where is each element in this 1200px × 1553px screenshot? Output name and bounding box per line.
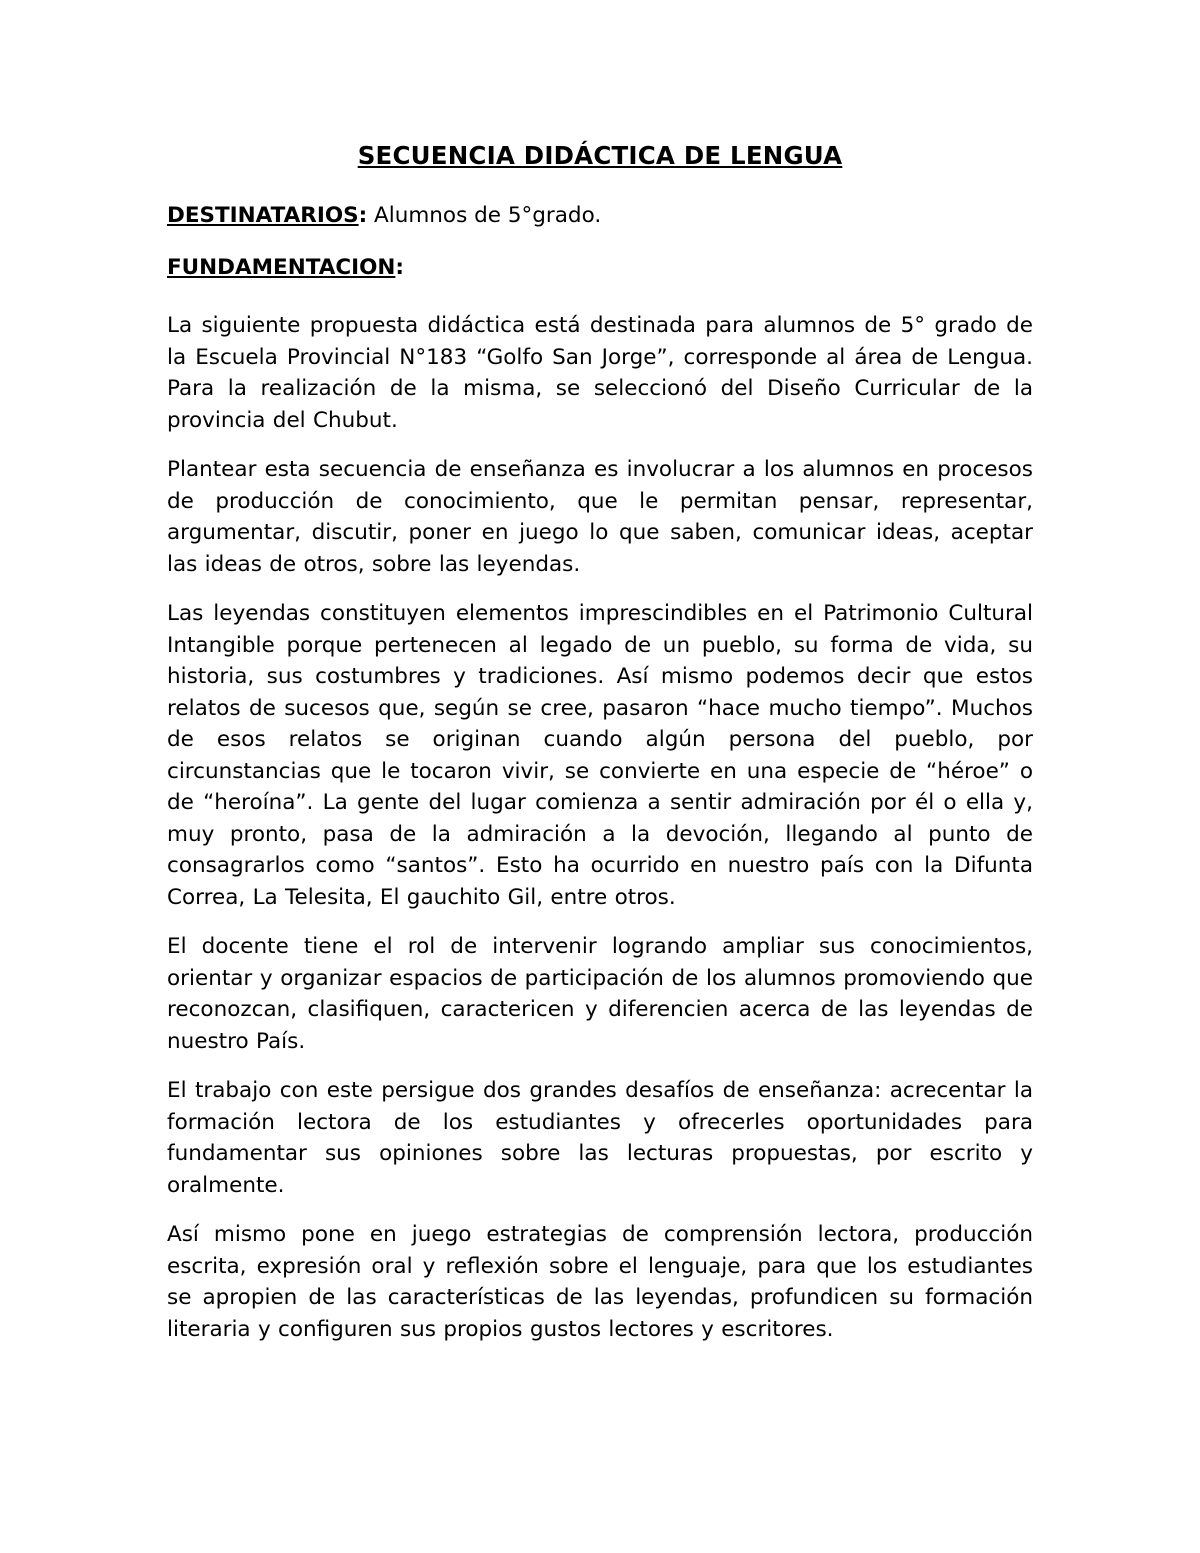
fundamentacion-label: FUNDAMENTACION [167,255,396,280]
destinatarios-label: DESTINATARIOS [167,203,359,228]
paragraph: Así mismo pone en juego estrategias de comprensión lectora, producción escrita, expresión oral y reflexión sobre el lenguaje, para que los estudiantes se apropien de las características de las leyendas, profundicen su formación literaria y configuren sus propios gustos lectores y escritores. [167,1222,1033,1342]
fundamentacion-heading [167,252,1033,284]
fundamentacion-colon: : [395,255,404,280]
paragraph: El trabajo con este persigue dos grandes desafíos de enseñanza: acrecentar la formación lectora de los estudiantes y ofrecerles oportunidades para fundamentar sus opiniones sobre las lecturas propuestas, por escrito y oralmente. [167,1078,1033,1198]
document-body [167,138,1033,1363]
document-title: SECUENCIA DIDÁCTICA DE LENGUA [357,141,843,170]
paragraph: La siguiente propuesta didáctica está destinada para alumnos de 5° grado de la Escuela Provincial N°183 “Golfo San Jorge”, corresponde al área de Lengua. Para la realización de la misma, se seleccionó del Diseño Curricular de la provincia del Chubut. [167,313,1033,433]
paragraph: Plantear esta secuencia de enseñanza es involucrar a los alumnos en procesos de producción de conocimiento, que le permitan pensar, representar, argumentar, discutir, poner en juego lo que saben, comunicar ideas, aceptar las ideas de otros, sobre las leyendas. [167,457,1033,577]
paragraph: El docente tiene el rol de intervenir logrando ampliar sus conocimientos, orientar y organizar espacios de participación de los alumnos promoviendo que reconozcan, clasifiquen, caractericen y diferencien acerca de las leyendas de nuestro País. [167,934,1033,1054]
paragraph: Las leyendas constituyen elementos imprescindibles en el Patrimonio Cultural Intangible porque pertenecen al legado de un pueblo, su forma de vida, su historia, sus costumbres y tradiciones. Así mismo podemos decir que estos relatos de sucesos que, según se cree, pasaron “hace mucho tiempo”. Muchos de esos relatos se originan cuando algún persona del pueblo, por circunstancias que le tocaron vivir, se convierte en una especie de “héroe” o de “heroína”. La gente del lugar comienza a sentir admiración por él o ella y, muy pronto, pasa de la admiración a la devoción, llegando al punto de consagrarlos como “santos”. Esto ha ocurrido en nuestro país con la Difunta Correa, La Telesita, El gauchito Gil, entre otros. [167,601,1033,910]
destinatarios-value: Alumnos de 5°grado. [367,203,602,228]
destinatarios-colon: : [358,203,368,228]
destinatarios-line [167,200,1033,232]
